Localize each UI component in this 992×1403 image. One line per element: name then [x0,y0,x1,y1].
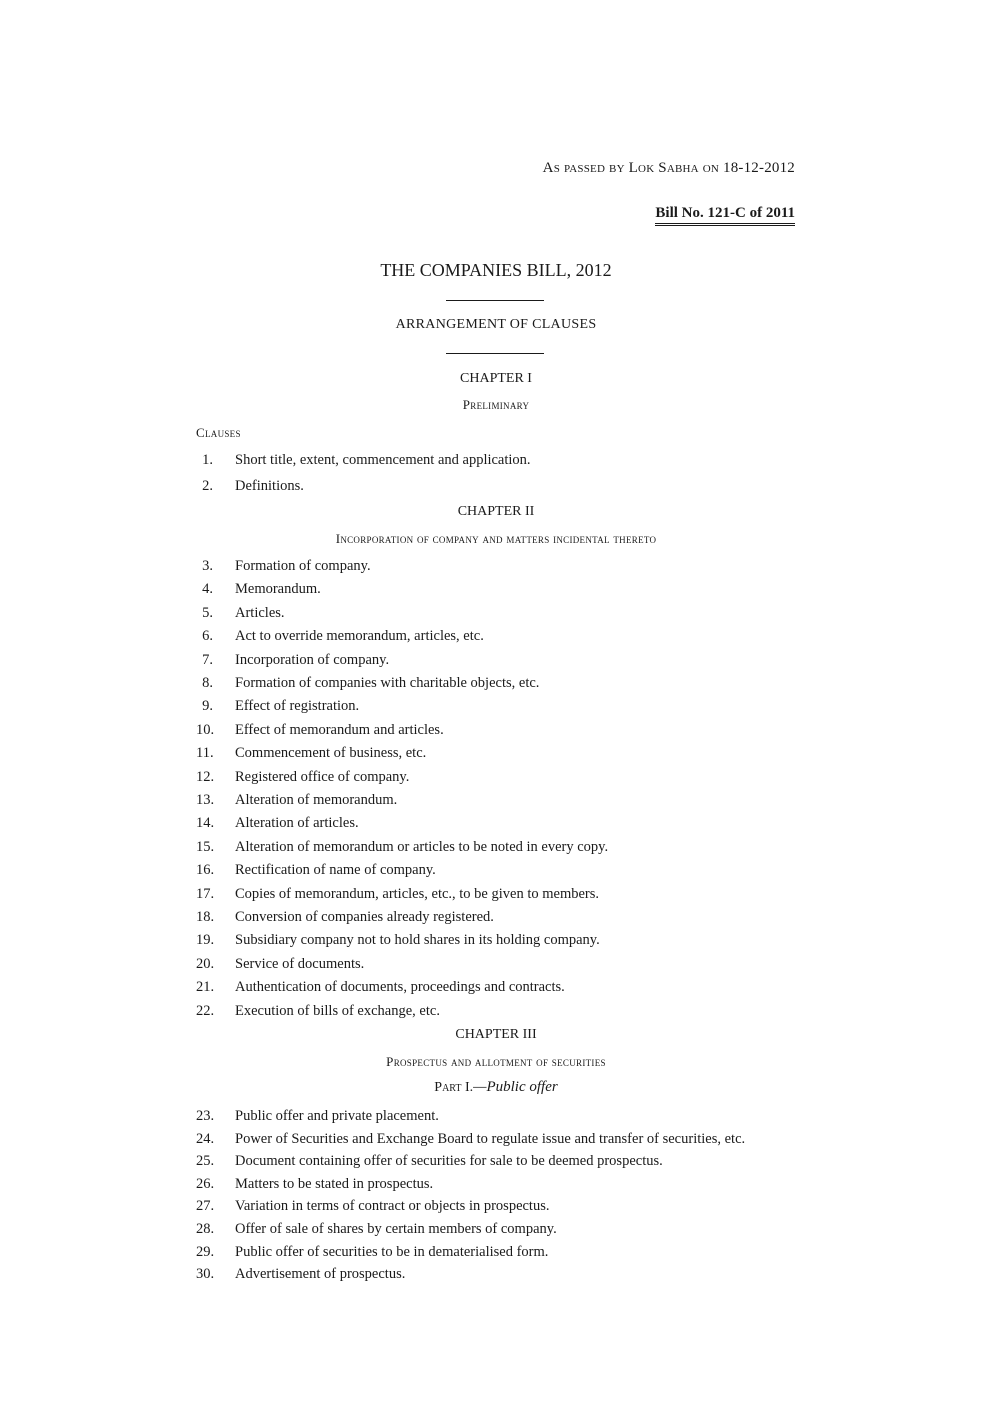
clause-row [196,1242,549,1262]
clause-text: Public offer and private placement. [235,1108,439,1124]
clause-row [196,1001,440,1021]
clause-row [196,954,365,974]
part-heading [0,1079,992,1096]
clause-number: 20. [196,955,215,972]
clauses-label: Clauses [196,425,241,440]
clause-number: 26. [196,1175,215,1192]
clause-number: 19. [196,932,215,949]
clause-row [196,579,321,599]
clause-text: Incorporation of company. [235,651,390,668]
clause-number: 2. [202,478,213,494]
clause-row [196,650,390,670]
clause-number: 22. [196,1002,215,1019]
clause-row [196,1129,746,1149]
clause-number: 17. [196,885,215,902]
part-title: —Public offer [473,1079,558,1095]
chapter-heading: CHAPTER III [455,1027,537,1042]
chapter-heading: CHAPTER II [457,504,535,519]
clause-text: Public offer of securities to be in dematerialised form. [235,1243,549,1260]
clause-row [196,1151,663,1171]
clause-number: 12. [196,768,215,785]
clause-number: 13. [196,792,215,808]
clause-row [196,556,371,576]
clause-number: 11. [196,745,214,762]
clause-text: Formation of companies with charitable objects, etc. [235,675,540,691]
clause-number: 21. [196,979,215,996]
clause-text: Alteration of articles. [235,815,359,832]
clause-row [196,790,398,810]
clause-row [196,860,436,880]
arrangement-divider [446,353,544,354]
clause-number: 24. [196,1130,215,1147]
clause-row [196,1219,557,1239]
clause-row [196,767,410,787]
clause-text: Effect of memorandum and articles. [235,721,444,738]
arrangement-heading: ARRANGEMENT OF CLAUSES [395,317,597,332]
clause-row [196,696,360,716]
clause-text: Offer of sale of shares by certain members of company. [235,1221,557,1237]
clause-text: Articles. [235,604,285,621]
clause-row [196,884,600,904]
chapter-heading: CHAPTER I [460,371,532,386]
clause-number: 28. [196,1221,215,1237]
clause-text: Copies of memorandum, articles, etc., to be given to members. [235,885,600,902]
clause-number: 3. [202,558,213,574]
clause-row [196,1264,406,1284]
clause-row [196,907,494,927]
clause-row [196,720,444,740]
clause-text: Rectification of name of company. [235,862,436,879]
clause-number: 4. [202,581,213,598]
clause-number: 14. [196,815,215,832]
clause-number: 10. [196,721,215,738]
clause-number: 6. [202,628,213,645]
clause-text: Execution of bills of exchange, etc. [235,1002,440,1019]
clause-row [196,626,484,646]
clause-text: Short title, extent, commencement and application. [235,452,531,468]
clause-text: Conversion of companies already registered. [235,909,494,925]
clause-number: 9. [202,698,213,715]
clause-text: Definitions. [235,478,304,494]
clause-text: Alteration of memorandum or articles to be noted in every copy. [235,838,609,855]
passed-statement [543,160,795,177]
bill-number: Bill No. 121-C of 2011 [655,204,795,226]
clause-row [196,476,304,496]
clause-number: 18. [196,909,215,925]
passed-text: As passed by Lok Sabha on [542,160,720,176]
clause-number: 8. [202,675,213,691]
clause-row [196,1106,439,1126]
clause-number: 7. [202,651,213,668]
clause-row [196,837,609,857]
clause-number: 1. [202,452,213,468]
clause-row [196,977,565,997]
clause-number: 30. [196,1266,215,1283]
clause-text: Act to override memorandum, articles, etc. [235,628,484,645]
clause-text: Matters to be stated in prospectus. [235,1175,434,1192]
title-divider [446,300,544,301]
clause-number: 27. [196,1198,215,1215]
chapter-subheading: Prospectus and allotment of securities [386,1054,606,1069]
chapter-subheading: Preliminary [462,397,530,412]
clause-number: 16. [196,862,215,879]
clause-text: Variation in terms of contract or objects in prospectus. [235,1198,550,1215]
clause-number: 29. [196,1243,215,1260]
part-label: Part I. [434,1080,474,1095]
passed-date: 18-12-2012 [723,160,795,176]
clause-number: 5. [202,604,213,621]
clause-text: Subsidiary company not to hold shares in its holding company. [235,932,600,949]
clause-text: Advertisement of prospectus. [235,1266,406,1283]
clause-text: Authentication of documents, proceedings and contracts. [235,979,565,996]
clause-row [196,930,600,950]
clause-text: Formation of company. [235,558,371,574]
clause-text: Alteration of memorandum. [235,792,398,808]
clause-row [196,1174,434,1194]
clause-number: 23. [196,1108,215,1124]
bill-title: THE COMPANIES BILL, 2012 [380,260,612,280]
clause-text: Document containing offer of securities for sale to be deemed prospectus. [235,1153,663,1170]
clause-text: Commencement of business, etc. [235,745,427,762]
clause-row [196,450,531,470]
clause-number: 25. [196,1153,215,1170]
clause-text: Power of Securities and Exchange Board to regulate issue and transfer of securities, etc. [235,1130,746,1147]
clause-row [196,1196,550,1216]
clause-row [196,603,285,623]
chapter-subheading: Incorporation of company and matters incidental thereto [335,531,657,546]
clause-row [196,813,359,833]
clause-text: Effect of registration. [235,698,360,715]
clause-row [196,743,427,763]
clause-text: Service of documents. [235,955,365,972]
clause-text: Memorandum. [235,581,321,598]
clause-row [196,673,540,693]
clause-text: Registered office of company. [235,768,410,785]
clause-number: 15. [196,838,215,855]
